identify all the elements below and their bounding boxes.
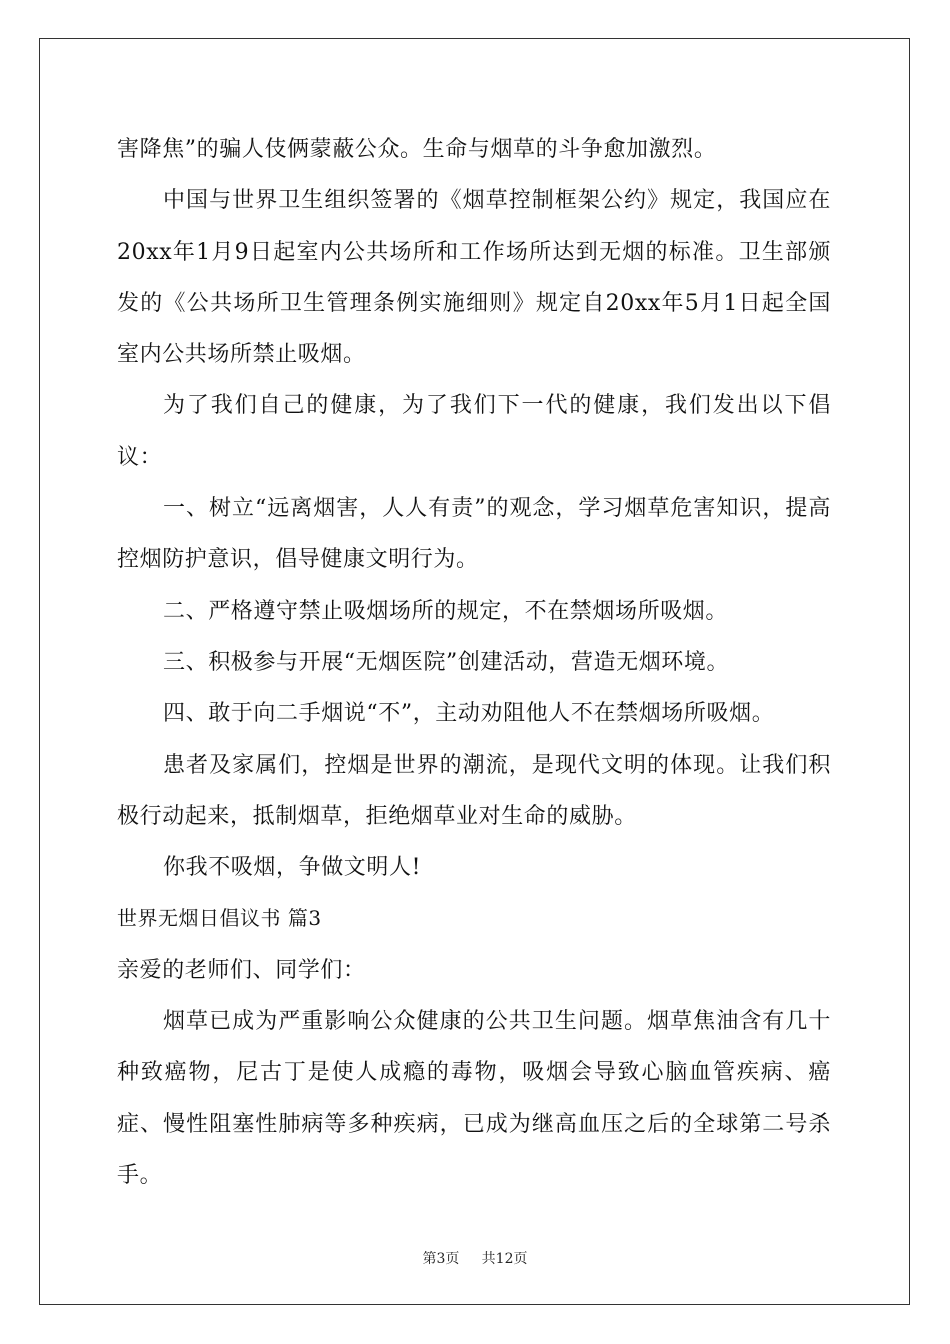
paragraph-6: 三、积极参与开展“无烟医院”创建活动，营造无烟环境。 [163, 649, 730, 675]
paragraph-8: 患者及家属们，控烟是世界的潮流，是现代文明的体现。让我们积极行动起来，抵制烟草，拒绝烟草业对生命的威胁。 [117, 752, 831, 829]
footer-spacer [464, 1251, 477, 1267]
page-number: 第3页 [422, 1251, 460, 1267]
paragraph-4: 一、树立“远离烟害，人人有责”的观念，学习烟草危害知识，提高控烟防护意识，倡导健康文明行为。 [117, 496, 831, 573]
page-footer [0, 1248, 950, 1268]
body-paragraph-1: 烟草已成为严重影响公众健康的公共卫生问题。烟草焦油含有几十种致癌物，尼古丁是使人成瘾的毒物，吸烟会导致心脑血管疾病、癌症、慢性阻塞性肺病等多种疾病，已成为继高血压之后的全球第二号杀手。 [117, 1009, 831, 1188]
paragraph-2: 中国与世界卫生组织签署的《烟草控制框架公约》规定，我国应在20xx年1月9日起室内公共场所和工作场所达到无烟的标准。卫生部颁发的《公共场所卫生管理条例实施细则》规定自20xx年5月1日起全国室内公共场所禁止吸烟。 [117, 188, 831, 368]
paragraph-3: 为了我们自己的健康，为了我们下一代的健康，我们发出以下倡议： [117, 393, 831, 470]
paragraph-5: 二、严格遵守禁止吸烟场所的规定，不在禁烟场所吸烟。 [163, 598, 729, 624]
salutation: 亲爱的老师们、同学们： [117, 957, 366, 983]
paragraph-1: 害降焦”的骗人伎俩蒙蔽公众。生命与烟草的斗争愈加激烈。 [117, 137, 717, 162]
document-body [117, 124, 831, 1201]
page-total: 共12页 [481, 1251, 528, 1267]
paragraph-9: 你我不吸烟，争做文明人! [163, 855, 422, 881]
section-title: 世界无烟日倡议书 篇3 [117, 906, 322, 931]
paragraph-7: 四、敢于向二手烟说“不”，主动劝阻他人不在禁烟场所吸烟。 [163, 701, 775, 727]
